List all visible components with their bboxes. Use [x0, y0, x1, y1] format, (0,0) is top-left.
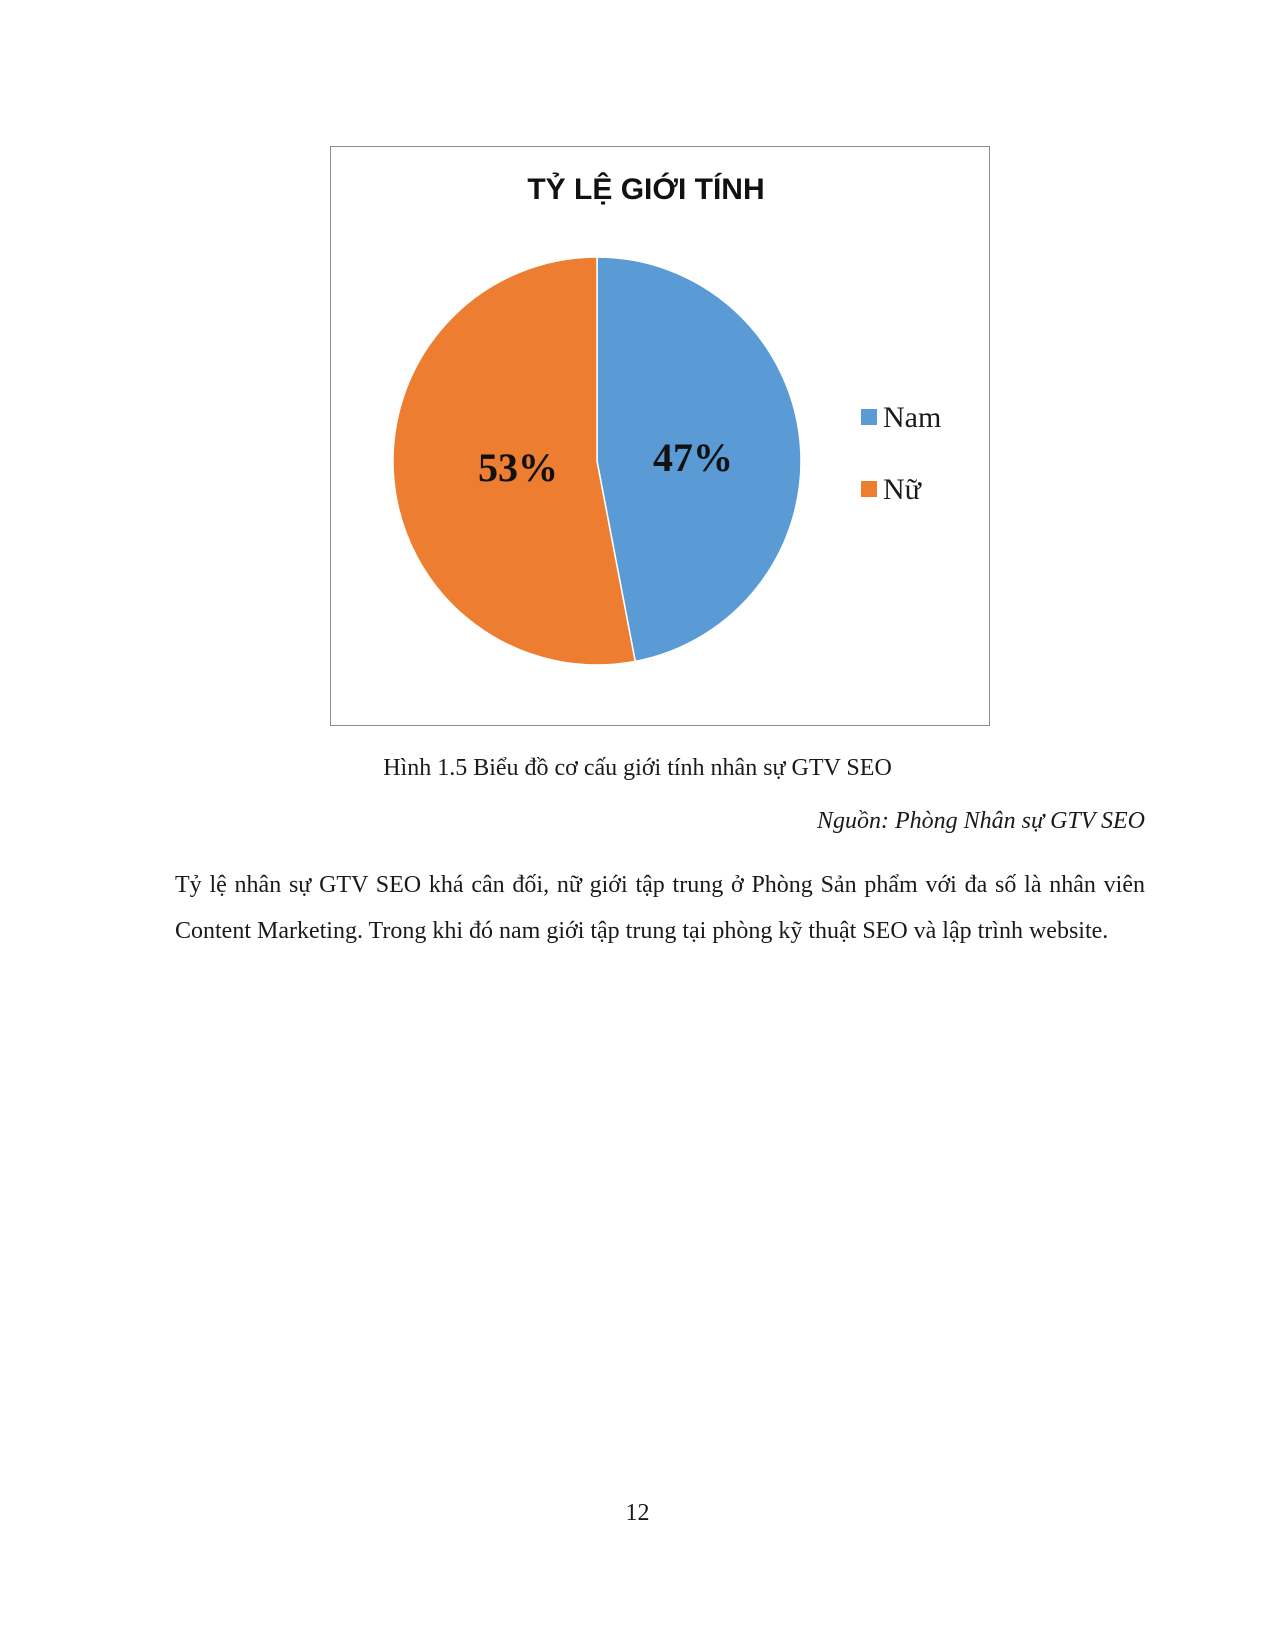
- chart-frame: [330, 146, 990, 726]
- chart-title: TỶ LỆ GIỚI TÍNH: [527, 173, 765, 206]
- body-paragraph: Tỷ lệ nhân sự GTV SEO khá cân đối, nữ giới tập trung ở Phòng Sản phẩm với đa số là nhân viên Content Marketing. Trong khi đó nam giới tập trung tại phòng kỹ thuật SEO và lập trình website.: [175, 872, 1145, 944]
- data-label-nam: 47%: [653, 435, 733, 480]
- legend-label-nam: Nam: [883, 401, 942, 434]
- legend-swatch-nu: [861, 481, 877, 497]
- page-number: 12: [625, 1500, 650, 1526]
- data-label-nu: 53%: [478, 445, 558, 490]
- pie-chart: [331, 147, 988, 724]
- legend-swatch-nam: [861, 409, 877, 425]
- figure-caption: Hình 1.5 Biểu đồ cơ cấu giới tính nhân sự GTV SEO: [383, 755, 892, 781]
- legend-label-nu: Nữ: [883, 473, 921, 506]
- figure-source: Nguồn: Phòng Nhân sự GTV SEO: [817, 808, 1145, 834]
